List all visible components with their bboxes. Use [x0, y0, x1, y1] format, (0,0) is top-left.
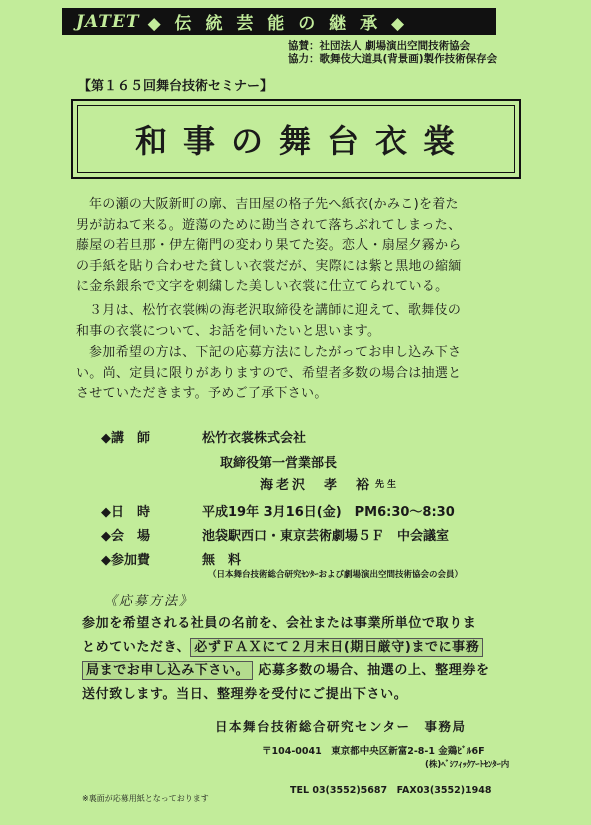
- fax-deadline-highlight: 局までお申し込み下さい。: [82, 661, 253, 680]
- title-inner-frame: [77, 105, 515, 173]
- instructor-company: 松竹衣裳株式会社: [202, 431, 307, 446]
- intro-paragraph: [76, 195, 462, 298]
- address-sub: (株)ﾍﾞｼﾌｨｯｸｱｰﾄｾﾝﾀｰ内: [425, 760, 510, 770]
- instructor-name: 海老沢 孝 裕: [260, 478, 373, 493]
- paragraph-line: 年の瀬の大阪新町の廓、吉田屋の格子先へ紙衣(かみこ)を着た: [89, 197, 459, 212]
- notice-paragraph: [76, 343, 461, 405]
- instructor-honorific: 先生: [375, 480, 400, 490]
- paragraph-line: 和事の衣裳について、お話を伺いたいと思います。: [76, 323, 381, 339]
- paragraph-line: ３月は、松竹衣裳㈱の海老沢取締役を講師に迎えて、歌舞伎の: [89, 303, 462, 318]
- banner-title: ◆ 伝 統 芸 能 の 継 承 ◆: [147, 14, 409, 34]
- date-label: ◆日 時: [101, 505, 150, 520]
- paragraph-line: の手紙を貼り合わせた貧しい衣裳だが、実際には紫と黒地の縮緬: [76, 258, 462, 274]
- application-text: とめていただき、: [82, 640, 191, 655]
- application-heading: 《応募方法》: [104, 594, 195, 609]
- application-line: 送付致します。当日、整理券を受付にご提出下さい。: [82, 687, 408, 702]
- paragraph-line: 男が訪ねて来る。遊蕩のために勘当されて落ちぶれてしまった、: [76, 217, 462, 233]
- application-line: [82, 636, 483, 655]
- header-banner: [62, 8, 496, 35]
- paragraph-line: させていただきます。予めご了承下さい。: [76, 386, 328, 401]
- seminar-label: 【第１６５回舞台技術セミナー】: [78, 79, 274, 94]
- fee-label: ◆参加費: [101, 553, 150, 568]
- paragraph-line: 藤屋の若旦那・伊左衛門の変わり果てた姿。恋人・扇屋夕霧から: [76, 238, 462, 253]
- application-line: 参加を希望される社員の名前を、会社または事業所単位で取りま: [82, 616, 477, 631]
- instructor-title: 取締役第一営業部長: [220, 456, 338, 471]
- date-value: 平成19年 3月16日(金) PM6:30～8:30: [202, 505, 455, 520]
- brand-logo: JATET: [76, 11, 140, 32]
- venue-label: ◆会 場: [101, 529, 150, 544]
- fee-value: 無 料: [202, 553, 242, 568]
- postal-address: 〒104-0041 東京都中央区新富2-8-1 金鶏ﾋﾞﾙ6F: [262, 746, 485, 757]
- page-title: 和事の舞台衣裳: [134, 122, 471, 160]
- venue-value: 池袋駅西口・東京芸術劇場５Ｆ 中会議室: [202, 529, 450, 544]
- organization-name: 日本舞台技術総合研究センター 事務局: [215, 719, 467, 734]
- application-line: [82, 659, 490, 678]
- lecture-paragraph: [76, 301, 461, 342]
- title-frame: [71, 99, 521, 179]
- sponsor-line: 協賛：社団法人 劇場演出空間技術協会: [288, 40, 471, 52]
- instructor-label: ◆講 師: [101, 431, 150, 446]
- back-page-note: ※裏面が応募用紙となっております: [82, 794, 209, 803]
- paragraph-line: に金糸銀糸で文字を刺繍した美しい衣裳に仕立てられている。: [76, 279, 449, 294]
- fee-note: （日本舞台技術総合研究ｾﾝﾀｰおよび劇場演出空間技術協会の会員）: [208, 570, 464, 580]
- application-text: 応募多数の場合、抽選の上、整理券を: [258, 663, 490, 678]
- contact-numbers: TEL 03(3552)5687 FAX03(3552)1948: [290, 785, 492, 796]
- paragraph-line: 参加希望の方は、下記の応募方法にしたがってお申し込み下さ: [89, 345, 462, 360]
- fax-deadline-highlight: 必ずＦＡＸにて２月末日(期日厳守)までに事務: [190, 638, 483, 657]
- cooperation-line: 協力：歌舞伎大道具(背景画)製作技術保存会: [288, 53, 498, 65]
- paragraph-line: い。尚、定員に限りがありますので、希望者多数の場合は抽選と: [76, 365, 462, 381]
